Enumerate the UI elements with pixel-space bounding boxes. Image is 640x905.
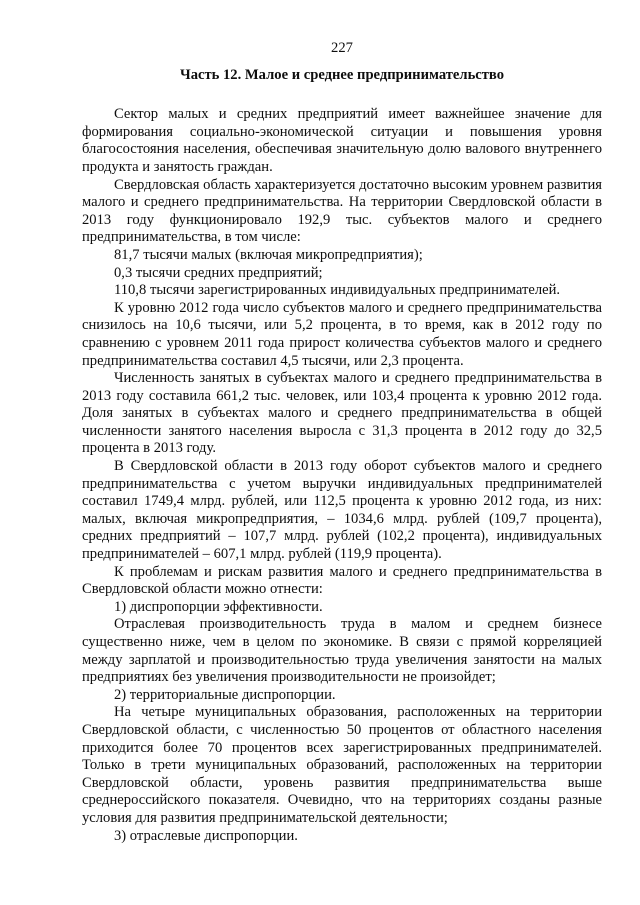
paragraph-employment: Численность занятых в субъектах малого и среднего предпринимательства в 2013 году составила 661,2 тыс. человек, или 103,4 процента к уровню 2012 года. Доля занятых в субъектах малого и среднего предпринимательства в общей численности занятого населения выросла с 31,3 процента в 2012 году до 32,5 процента в 2013 году.	[82, 370, 602, 457]
list-item-entrepreneurs: 110,8 тысячи зарегистрированных индивидуальных предпринимателей.	[114, 282, 561, 299]
paragraph-productivity: Отраслевая производительность труда в малом и среднем бизнесе существенно ниже, чем в целом по экономике. В связи с прямой корреляцией между зарплатой и производительностью труда увеличения занятости на малых предприятиях без увеличения производительности не произойдет;	[82, 616, 602, 686]
list-item-efficiency: 1) диспропорции эффективности.	[114, 598, 323, 615]
page-number: 227	[331, 40, 353, 56]
paragraph-dynamics: К уровню 2012 года число субъектов малого и среднего предпринимательства снизилось на 10,6 тысячи, или 5,2 процента, в то время, как в 2012 году по сравнению с уровнем 2011 года прирост количества субъектов малого и среднего предпринимательства составил 4,5 тысячи, или 2,3 процента.	[82, 299, 602, 369]
paragraph-risks-intro: К проблемам и рискам развития малого и среднего предпринимательства в Свердловской области можно отнести:	[82, 563, 602, 598]
list-item-medium-enterprises: 0,3 тысячи средних предприятий;	[114, 264, 323, 281]
list-item-territorial: 2) территориальные диспропорции.	[114, 686, 336, 703]
paragraph-intro: Сектор малых и средних предприятий имеет важнейшее значение для формирования социально-экономической ситуации и повышения уровня благосостояния населения, обеспечивая значительную долю валового внутреннего продукта и занятость граждан.	[82, 106, 602, 175]
paragraph-municipalities: На четыре муниципальных образования, расположенных на территории Свердловской области, с численностью 50 процентов от областного населения приходится более 70 процентов всех зарегистрированных предпринимателей. Только в трети муниципальных образований, расположенных на территории Свердловской области, уровень развития предпринимательства выше среднероссийского показателя. Очевидно, что на территориях созданы разные условия для развития предпринимательской деятельности;	[82, 704, 602, 826]
list-item-sectoral: 3) отраслевые диспропорции.	[114, 827, 298, 844]
paragraph-turnover: В Свердловской области в 2013 году оборот субъектов малого и среднего предпринимательства с учетом выручки индивидуальных предпринимателей составил 1749,4 млрд. рублей, или 112,5 процента к уровню 2012 года, из них: малых, включая микропредприятия, – 1034,6 млрд. рублей (109,7 процента), средних предприятий – 107,7 млрд. рублей (102,2 процента), индивидуальных предпринимателей – 607,1 млрд. рублей (119,9 процента).	[82, 458, 602, 563]
section-title: Часть 12. Малое и среднее предпринимательство	[179, 66, 505, 83]
paragraph-region-overview: Свердловская область характеризуется достаточно высоким уровнем развития малого и среднего предпринимательства. На территории Свердловской области в 2013 году функционировало 192,9 тыс. субъектов малого и среднего предпринимательства, в том числе:	[82, 176, 602, 246]
list-item-small-enterprises: 81,7 тысячи малых (включая микропредприятия);	[114, 246, 423, 263]
